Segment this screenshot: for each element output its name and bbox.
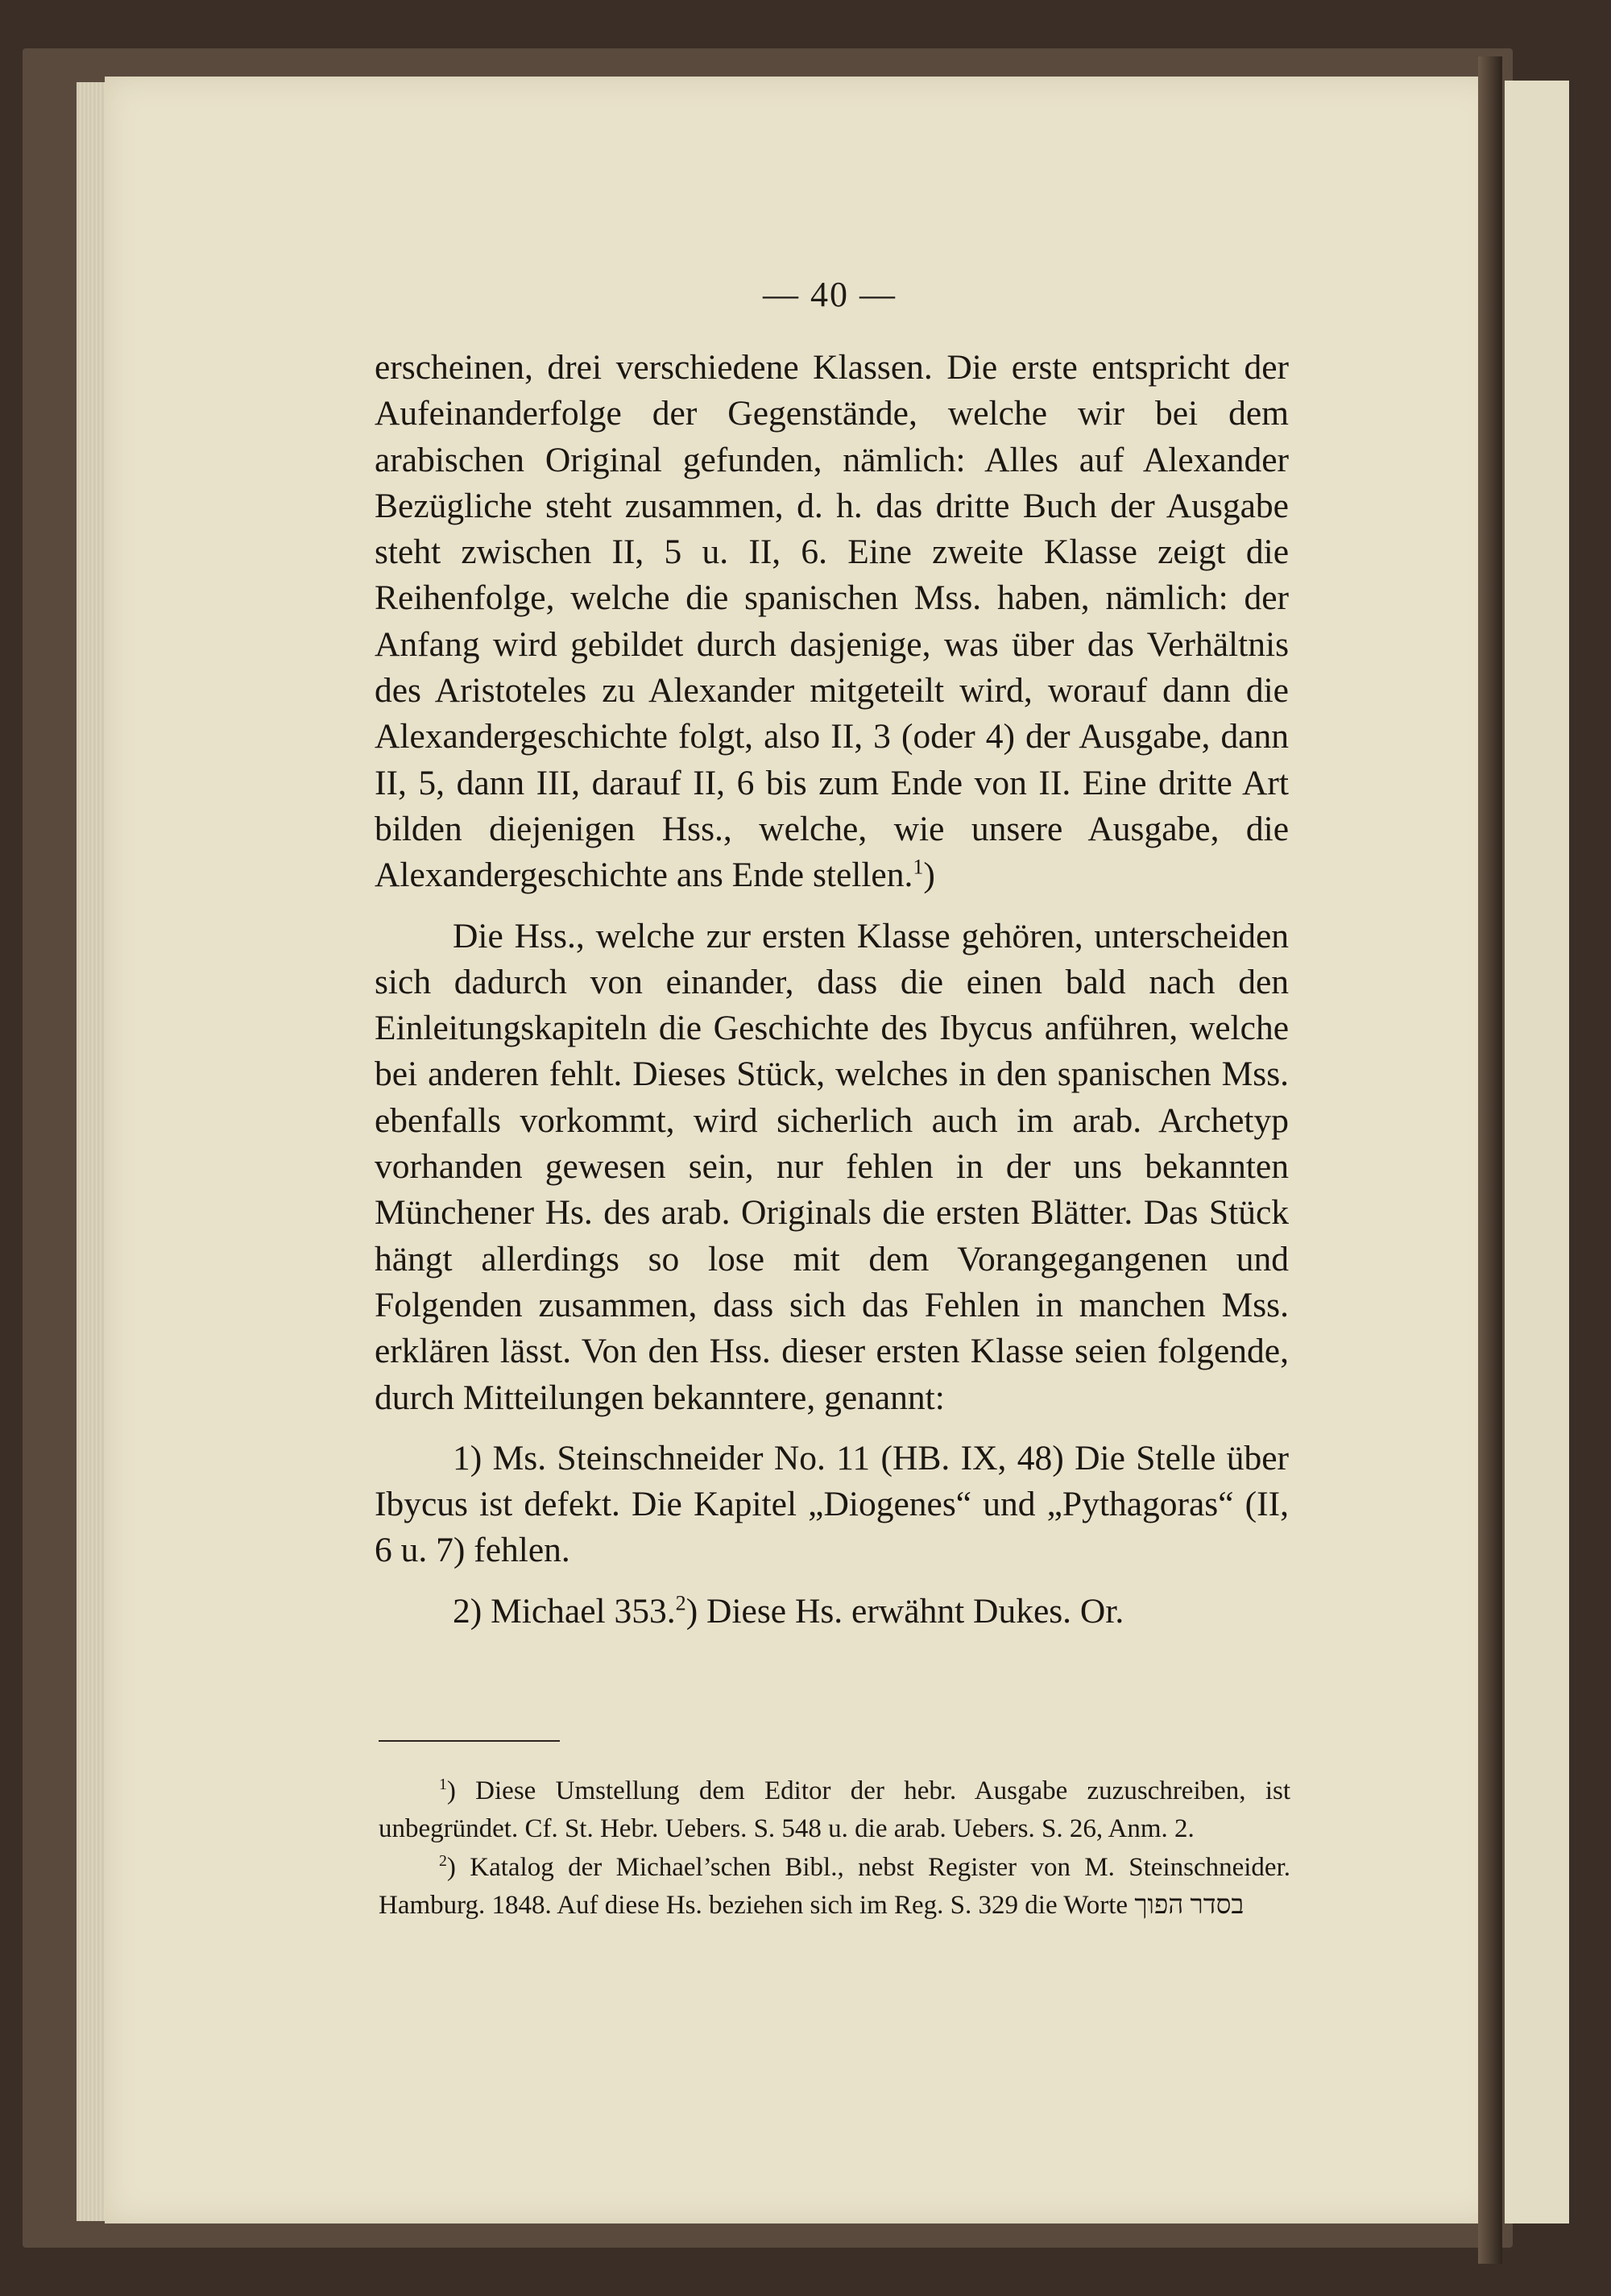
footnote-ref-1: 1 <box>913 855 924 879</box>
footnote-2-hebrew: בסדר הפוך <box>1134 1890 1244 1920</box>
background-right <box>1571 48 1611 2296</box>
paragraph-4 <box>375 1589 1289 1635</box>
page-number: — 40 — <box>763 275 897 314</box>
footnote-2-mark: 2 <box>439 1852 447 1870</box>
footnote-separator <box>379 1740 560 1742</box>
book-gutter <box>1478 56 1502 2264</box>
footnote-1-text: ) Diese Umstellung dem Editor der hebr. Ausgabe zuzuschreiben, ist unbegründet. Cf. St. Hebr. Uebers. S. 548 u. die arab. Uebers. S. 26, Anm. 2. <box>379 1776 1290 1843</box>
next-page-edge <box>1505 81 1569 2223</box>
footnote-1 <box>379 1772 1290 1847</box>
footnote-1-mark: 1 <box>439 1776 447 1793</box>
footnote-2-text: ) Katalog der Michael’schen Bibl., nebst Register von M. Steinschneider. Hamburg. 1848. Auf diese Hs. beziehen sich im Reg. S. 329 die Worte <box>379 1853 1290 1920</box>
paragraph-3: 1) Ms. Steinschneider No. 11 (HB. IX, 48) Die Stelle über Ibycus ist defekt. Die Kapitel „Diogenes“ und „Pythagoras“ (II, 6 u. 7) fehlen. <box>375 1438 1289 1570</box>
paragraph-1-text: erscheinen, drei verschiedene Klassen. Die erste entspricht der Aufeinanderfolge der Gegenstände, welche wir bei dem arabischen Original gefunden, nämlich: Alles auf Alexander Bezügliche steht zusammen, d. h. das dritte Buch der Ausgabe steht zwischen II, 5 u. II, 6. Eine zweite Klasse zeigt die Reihenfolge, welche die spanischen Mss. haben, nämlich: der Anfang wird gebildet durch dasjenige, was über das Verhältnis des Aristoteles zu Alexander mitgeteilt wird, worauf dann die Alexandergeschichte folgt, also II, 3 (oder 4) der Ausgabe, dann II, 5, dann III, darauf II, 6 bis zum Ende von II. Eine dritte Art bilden diejenigen Hss., welche, wie unsere Ausgabe, die Alexandergeschichte ans Ende stellen. <box>375 348 1289 895</box>
footnote-ref-1-paren: ) <box>923 856 935 895</box>
paragraph-1 <box>375 345 1289 899</box>
footnote-2 <box>379 1849 1290 1924</box>
body-text <box>375 345 1289 1635</box>
paragraph-2: Die Hss., welche zur ersten Klasse gehören, unterscheiden sich dadurch von einander, dass die einen bald nach den Einleitungskapiteln die Geschichte des Ibycus anführen, welche bei anderen fehlt. Dieses Stück, welches in den spanischen Mss. ebenfalls vorkommt, wird sicherlich auch im arab. Archetyp vorhanden gewesen sein, nur fehlen in der uns bekannten Münchener Hs. des arab. Originals die ersten Blätter. Das Stück hängt allerdings so lose mit dem Vorangegangenen und Folgenden zusammen, dass sich das Fehlen in manchen Mss. erklären lässt. Von den Hss. dieser ersten Klasse seien folgende, durch Mitteilungen bekanntere, genannt: <box>375 916 1289 1417</box>
paragraph-4-text-after: ) Diese Hs. erwähnt Dukes. Or. <box>685 1591 1124 1631</box>
footnote-ref-2: 2 <box>675 1591 686 1615</box>
footnotes <box>379 1772 1290 1924</box>
paragraph-4-text-before: 2) Michael 353. <box>453 1591 676 1631</box>
